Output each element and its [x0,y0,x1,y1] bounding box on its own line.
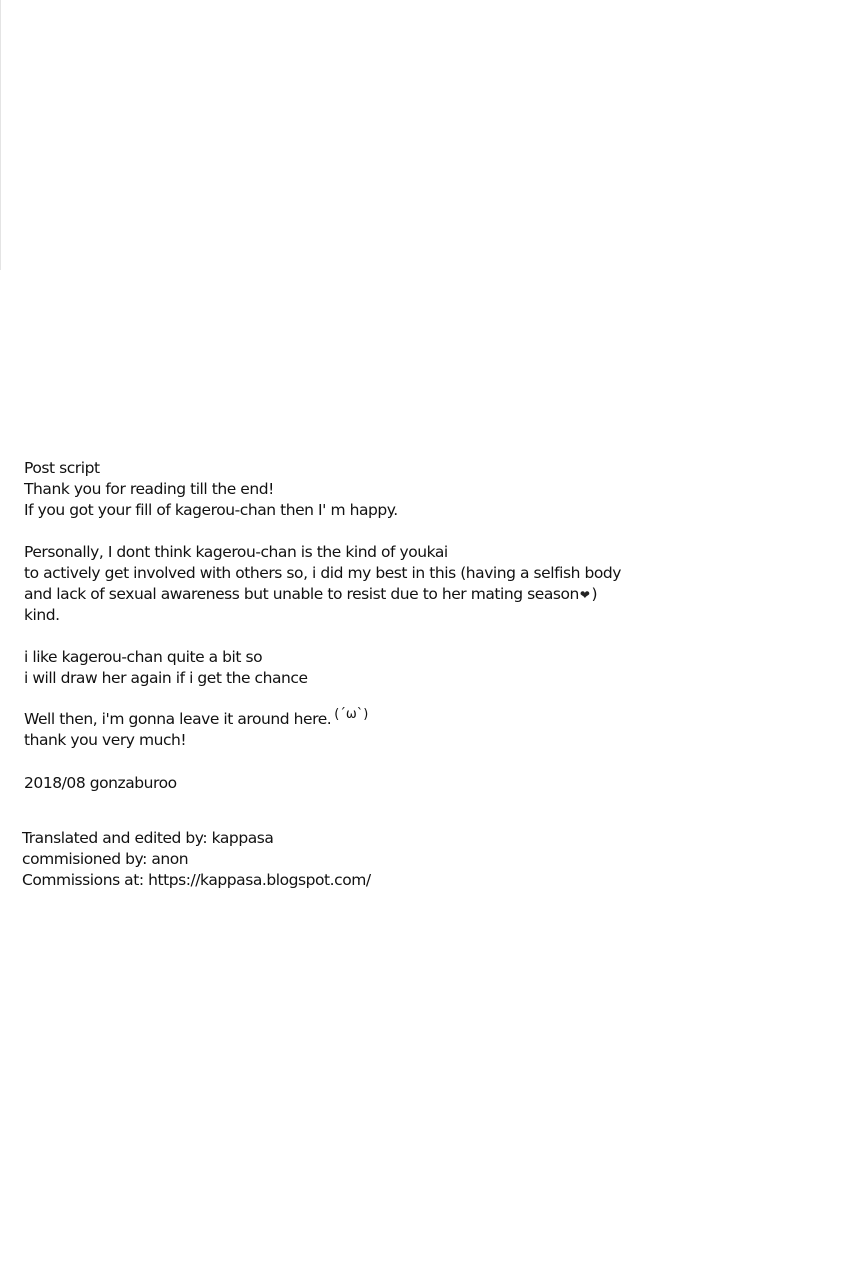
postscript-block [24,458,398,521]
paragraph3-line2: thank you very much! [24,731,187,749]
credits-commissioned: commisioned by: anon [22,850,189,868]
paragraph-personally [24,542,621,626]
paragraph3-line1-text: Well then, i'm gonna leave it around here. [24,710,332,728]
page-edge-line [0,0,1,270]
paragraph1-line2: to actively get involved with others so, i did my best in this (having a selfish body [24,564,621,582]
paragraph-draw-again [24,647,308,689]
postscript-heading: Post script [24,459,100,477]
paragraph1-line1: Personally, I dont think kagerou-chan is the kind of youkai [24,543,448,561]
paragraph1-line3-text: and lack of sexual awareness but unable to resist due to her mating season [24,585,579,603]
signoff-text: 2018/08 gonzaburoo [24,774,177,792]
signoff-date-author [24,773,177,794]
postscript-happy-line: If you got your fill of kagerou-chan then I' m happy. [24,501,398,519]
credits-translated: Translated and edited by: kappasa [22,829,274,847]
paragraph2-line2: i will draw her again if i get the chance [24,669,308,687]
paragraph1-line4: kind. [24,606,60,624]
credits-block [22,828,371,891]
heart-icon: ❤ [579,588,590,602]
paragraph3-line1 [24,709,368,730]
postscript-thanks-line: Thank you for reading till the end! [24,480,274,498]
paragraph2-line1: i like kagerou-chan quite a bit so [24,648,263,666]
paragraph1-line3 [24,584,621,605]
credits-commissions-url: Commissions at: https://kappasa.blogspot.com/ [22,871,371,889]
paragraph-well-then [24,709,368,751]
emoticon-face-icon: (´ω`) [334,707,369,722]
paragraph1-line3-close: ) [591,585,598,603]
